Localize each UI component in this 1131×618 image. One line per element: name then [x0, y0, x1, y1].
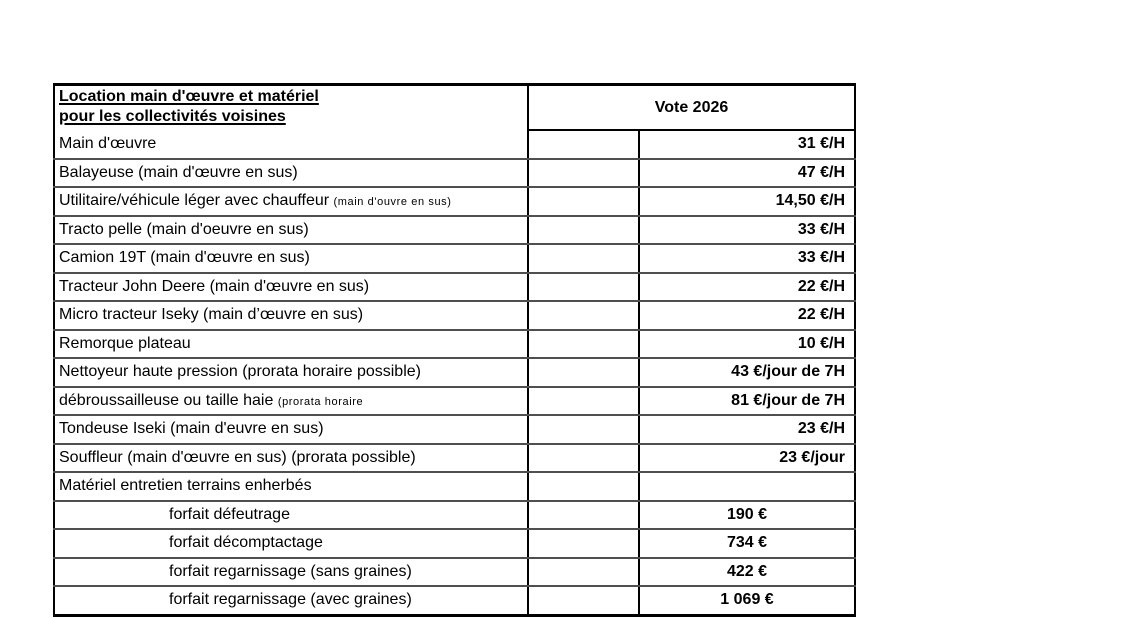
- row-label: [54, 387, 528, 416]
- table-row: [54, 244, 855, 273]
- table-row: [54, 301, 855, 330]
- row-price: [639, 472, 855, 501]
- table-row: [54, 187, 855, 216]
- row-empty-cell: [528, 216, 639, 245]
- row-price: 23 €/H: [639, 415, 855, 444]
- row-empty-cell: [528, 358, 639, 387]
- table-row: [54, 558, 855, 587]
- table-row: [54, 387, 855, 416]
- vote-2026-header: Vote 2026: [528, 85, 855, 131]
- table-title-line1: Location main d'œuvre et matériel: [59, 88, 319, 105]
- row-label: [54, 501, 528, 530]
- row-label: [54, 301, 528, 330]
- row-price: 10 €/H: [639, 330, 855, 359]
- row-label: [54, 415, 528, 444]
- table-title-line2: pour les collectivités voisines: [59, 107, 286, 125]
- row-empty-cell: [528, 130, 639, 159]
- row-price: 22 €/H: [639, 301, 855, 330]
- table-row: [54, 273, 855, 302]
- row-label: [54, 330, 528, 359]
- row-label: [54, 273, 528, 302]
- row-price: 14,50 €/H: [639, 187, 855, 216]
- row-label-text: Tondeuse Iseki (main d'euvre en sus): [59, 420, 324, 438]
- row-label: [54, 130, 528, 159]
- row-price: 33 €/H: [639, 216, 855, 245]
- row-label: [54, 586, 528, 615]
- row-price: 47 €/H: [639, 159, 855, 188]
- row-label-text: forfait regarnissage (sans graines): [169, 562, 412, 580]
- row-empty-cell: [528, 415, 639, 444]
- row-empty-cell: [528, 472, 639, 501]
- row-price: 22 €/H: [639, 273, 855, 302]
- row-label-text: forfait défeutrage: [169, 505, 290, 523]
- row-label-small-text: (main d'ouvre en sus): [333, 196, 452, 209]
- row-price: 81 €/jour de 7H: [639, 387, 855, 416]
- table-row: [54, 358, 855, 387]
- table-row: [54, 444, 855, 473]
- row-empty-cell: [528, 558, 639, 587]
- tariff-rows: [54, 130, 855, 615]
- row-empty-cell: [528, 330, 639, 359]
- table-row: [54, 159, 855, 188]
- row-label-text: Micro tracteur Iseky (main d’œuvre en sus): [59, 306, 364, 324]
- row-label: [54, 358, 528, 387]
- row-empty-cell: [528, 159, 639, 188]
- row-label-text: Souffleur (main d'œuvre en sus) (prorata possible): [59, 448, 416, 466]
- row-label: [54, 529, 528, 558]
- row-label: [54, 187, 528, 216]
- row-empty-cell: [528, 301, 639, 330]
- tariff-table: [53, 83, 856, 617]
- table-row: [54, 216, 855, 245]
- row-empty-cell: [528, 273, 639, 302]
- row-empty-cell: [528, 586, 639, 615]
- row-label: [54, 558, 528, 587]
- table-row: [54, 130, 855, 159]
- row-empty-cell: [528, 387, 639, 416]
- row-label: [54, 216, 528, 245]
- row-price: 23 €/jour: [639, 444, 855, 473]
- row-label-text: Tracteur John Deere (main d'œuvre en sus): [59, 277, 370, 295]
- row-price: 734 €: [639, 529, 855, 558]
- row-label-text: Main d'œuvre: [59, 134, 157, 152]
- row-price: 1 069 €: [639, 586, 855, 615]
- row-label: [54, 244, 528, 273]
- row-label-text: Remorque plateau: [59, 334, 191, 352]
- row-empty-cell: [528, 187, 639, 216]
- row-label: [54, 472, 528, 501]
- row-label-small-text: (prorata horaire: [277, 395, 364, 408]
- row-label: [54, 444, 528, 473]
- row-label: [54, 159, 528, 188]
- row-label-text: forfait décomptactage: [169, 534, 323, 552]
- row-label-text: Utilitaire/véhicule léger avec chauffeur: [59, 192, 334, 210]
- table-row: [54, 529, 855, 558]
- row-empty-cell: [528, 529, 639, 558]
- table-row: [54, 501, 855, 530]
- table-row: [54, 330, 855, 359]
- row-price: 422 €: [639, 558, 855, 587]
- row-price: 33 €/H: [639, 244, 855, 273]
- row-label-text: Balayeuse (main d'œuvre en sus): [59, 163, 298, 181]
- row-label-text: Nettoyeur haute pression (prorata horaire possible): [59, 363, 421, 381]
- row-empty-cell: [528, 244, 639, 273]
- row-label-text: Camion 19T (main d'œuvre en sus): [59, 249, 310, 267]
- row-empty-cell: [528, 444, 639, 473]
- row-price: 31 €/H: [639, 130, 855, 159]
- table-title-cell: [54, 85, 528, 131]
- row-label-text: forfait regarnissage (avec graines): [169, 591, 412, 609]
- row-empty-cell: [528, 501, 639, 530]
- row-label-text: Tracto pelle (main d'oeuvre en sus): [59, 220, 309, 238]
- row-label-text: Matériel entretien terrains enherbés: [59, 477, 312, 495]
- row-price: 190 €: [639, 501, 855, 530]
- table-row: [54, 586, 855, 615]
- row-label-text: débroussailleuse ou taille haie: [59, 391, 278, 409]
- table-row: [54, 415, 855, 444]
- header-row: [54, 85, 855, 131]
- table-row: [54, 472, 855, 501]
- row-price: 43 €/jour de 7H: [639, 358, 855, 387]
